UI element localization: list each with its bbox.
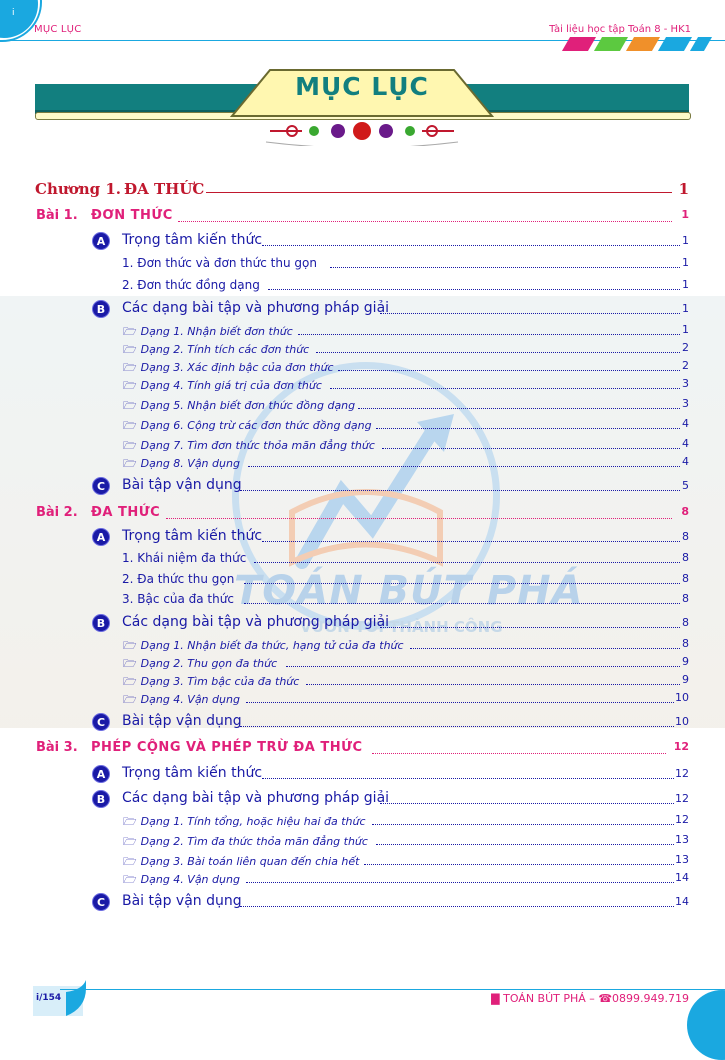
section-page: 1 — [682, 302, 689, 315]
footer-tab-curl — [62, 978, 92, 1018]
folder-icon: 🗁 — [123, 379, 137, 392]
leader-dots — [382, 448, 680, 449]
form-title: Dạng 3. Xác định bậc của đơn thức — [140, 361, 334, 374]
leader-dots — [240, 726, 674, 727]
leader-dots — [376, 428, 680, 429]
footer-brand — [491, 992, 689, 1005]
leader-dots — [246, 702, 674, 703]
toc-lesson-row[interactable] — [0, 505, 725, 525]
form-title: Dạng 1. Nhận biết đa thức, hạng tử của đa thức — [140, 639, 404, 652]
section-title: Các dạng bài tập và phương pháp giải — [122, 614, 390, 630]
leader-dots — [286, 666, 680, 667]
folder-icon: 🗁 — [123, 675, 137, 688]
leader-dots — [246, 882, 674, 883]
toc-form-row[interactable] — [0, 341, 725, 361]
toc-chapter-row[interactable] — [0, 180, 725, 200]
leader-dots — [376, 844, 674, 845]
toc-form-row[interactable] — [0, 871, 725, 891]
section-page: 8 — [682, 530, 689, 543]
leader-dots — [364, 864, 674, 865]
lesson-page: 1 — [681, 208, 689, 221]
form-title: Dạng 4. Vận dụng — [140, 693, 240, 706]
folder-icon: 🗁 — [123, 361, 137, 374]
section-badge: B — [92, 614, 110, 632]
form-title: Dạng 5. Nhận biết đơn thức đồng dạng — [140, 399, 356, 412]
toc-form-row[interactable] — [0, 813, 725, 833]
form-title: Dạng 3. Tìm bậc của đa thức — [140, 675, 300, 688]
lesson-number: Bài 3. — [36, 740, 78, 755]
section-page: 12 — [675, 767, 689, 780]
folder-icon: 🗁 — [123, 639, 137, 652]
toc-subsection-row[interactable] — [0, 278, 725, 298]
form-title: Dạng 1. Nhận biết đơn thức — [140, 325, 293, 338]
section-page: 14 — [675, 895, 689, 908]
leader-dots — [262, 778, 674, 779]
toc-section-row[interactable] — [0, 713, 725, 733]
lesson-page: 8 — [681, 505, 689, 518]
folder-icon: 🗁 — [123, 419, 137, 432]
form-page: 9 — [682, 655, 689, 668]
toc-section-row[interactable] — [0, 528, 725, 548]
toc-form-row[interactable] — [0, 323, 725, 343]
form-title: Dạng 1. Tính tổng, hoặc hiệu hai đa thức — [140, 815, 366, 828]
toc-form-row[interactable] — [0, 437, 725, 457]
chapter-label: Chương 1. — [35, 180, 122, 198]
document-icon: ▇ — [491, 992, 500, 1005]
section-title: Trọng tâm kiến thức — [122, 765, 263, 781]
toc-subsection-row[interactable] — [0, 592, 725, 612]
section-title: Trọng tâm kiến thức — [122, 528, 263, 544]
footer-rule — [60, 989, 725, 990]
title-ornament — [262, 118, 462, 146]
lesson-page: 12 — [673, 740, 689, 753]
section-page: 1 — [682, 234, 689, 247]
section-title: Bài tập vận dụng — [122, 893, 242, 909]
toc-form-row[interactable] — [0, 853, 725, 873]
leader-dots — [410, 648, 680, 649]
section-title: Bài tập vận dụng — [122, 477, 242, 493]
toc-section-row[interactable] — [0, 614, 725, 634]
form-page: 10 — [675, 691, 689, 704]
section-title: Các dạng bài tập và phương pháp giải — [122, 300, 390, 316]
page-roman-numeral: i — [12, 8, 15, 18]
toc-section-row[interactable] — [0, 765, 725, 785]
leader-dots — [262, 541, 680, 542]
form-title: Dạng 3. Bài toán liên quan đến chia hết — [140, 855, 360, 868]
watermark-brand-text: TOÁN BÚT PHÁ — [234, 568, 584, 614]
chapter-name: ĐA THỨC — [124, 180, 205, 198]
section-badge: A — [92, 232, 110, 250]
toc-section-row[interactable] — [0, 232, 725, 252]
phone-icon: ☎ — [598, 992, 613, 1005]
section-title: Các dạng bài tập và phương pháp giải — [122, 790, 390, 806]
toc-section-row[interactable] — [0, 790, 725, 810]
toc-form-row[interactable] — [0, 455, 725, 475]
form-page: 4 — [682, 417, 689, 430]
toc-form-row[interactable] — [0, 691, 725, 711]
leader-dots — [262, 245, 680, 246]
leader-dots — [254, 562, 680, 563]
form-page: 13 — [675, 833, 689, 846]
toc-form-row[interactable] — [0, 673, 725, 693]
toc-subsection-row[interactable] — [0, 572, 725, 592]
form-page: 3 — [682, 377, 689, 390]
leader-dots — [268, 289, 680, 290]
form-title: Dạng 4. Tính giá trị của đơn thức — [140, 379, 322, 392]
subsection-title: 1. Khái niệm đa thức — [122, 551, 247, 565]
folder-icon: 🗁 — [123, 399, 137, 412]
leader-dots — [306, 684, 680, 685]
subsection-page: 1 — [682, 278, 689, 291]
corner-decoration — [0, 0, 38, 38]
footer-phone: 0899.949.719 — [612, 992, 689, 1005]
folder-icon: 🗁 — [123, 855, 137, 868]
leader-dots — [166, 518, 672, 519]
leader-dots — [240, 490, 680, 491]
section-badge: A — [92, 765, 110, 783]
leader-dots — [298, 334, 680, 335]
form-title: Dạng 7. Tìm đơn thức thỏa mãn đẳng thức — [140, 439, 375, 452]
section-badge: C — [92, 477, 110, 495]
chapter-leader-line — [206, 192, 672, 193]
leader-dots — [240, 906, 674, 907]
toc-form-row[interactable] — [0, 397, 725, 417]
leader-dots — [248, 466, 680, 467]
toc-section-row[interactable] — [0, 477, 725, 497]
toc-section-row[interactable] — [0, 893, 725, 913]
toc-form-row[interactable] — [0, 655, 725, 675]
header-document-title: Tài liệu học tập Toán 8 - HK1 — [549, 24, 691, 35]
form-page: 13 — [675, 853, 689, 866]
form-page: 8 — [682, 637, 689, 650]
subsection-page: 1 — [682, 256, 689, 269]
chapter-page: 1 — [678, 180, 689, 198]
section-page: 10 — [675, 715, 689, 728]
section-badge: C — [92, 713, 110, 731]
form-page: 1 — [682, 323, 689, 336]
toc-section-row[interactable] — [0, 300, 725, 320]
folder-icon: 🗁 — [123, 693, 137, 706]
form-page: 12 — [675, 813, 689, 826]
folder-icon: 🗁 — [123, 873, 137, 886]
toc-form-row[interactable] — [0, 417, 725, 437]
form-title: Dạng 2. Thu gọn đa thức — [140, 657, 278, 670]
folder-icon: 🗁 — [123, 835, 137, 848]
toc-form-row[interactable] — [0, 637, 725, 657]
leader-dots — [330, 267, 680, 268]
toc-lesson-row[interactable] — [0, 208, 725, 228]
form-page: 9 — [682, 673, 689, 686]
toc-form-row[interactable] — [0, 359, 725, 379]
section-badge: B — [92, 790, 110, 808]
folder-icon: 🗁 — [123, 457, 137, 470]
leader-dots — [330, 388, 680, 389]
section-page: 8 — [682, 616, 689, 629]
form-title: Dạng 6. Cộng trừ các đơn thức đồng dạng — [140, 419, 372, 432]
lesson-number: Bài 2. — [36, 505, 78, 520]
leader-dots — [244, 603, 680, 604]
form-page: 4 — [682, 455, 689, 468]
leader-dots — [380, 627, 680, 628]
leader-dots — [372, 824, 674, 825]
subsection-title: 3. Bậc của đa thức — [122, 592, 234, 606]
subsection-page: 8 — [682, 551, 689, 564]
header-section-title: MỤC LỤC — [34, 24, 82, 35]
leader-dots — [358, 408, 680, 409]
footer-page-number: i/154 — [36, 993, 62, 1003]
form-title: Dạng 2. Tính tích các đơn thức — [140, 343, 310, 356]
folder-icon: 🗁 — [123, 325, 137, 338]
leader-dots — [338, 370, 680, 371]
section-title: Bài tập vận dụng — [122, 713, 242, 729]
form-page: 2 — [682, 341, 689, 354]
form-title: Dạng 2. Tìm đa thức thỏa mãn đẳng thức — [140, 835, 368, 848]
subsection-title: 2. Đơn thức đồng dạng — [122, 278, 260, 292]
lesson-title: ĐƠN THỨC — [91, 208, 173, 223]
section-title: Trọng tâm kiến thức — [122, 232, 263, 248]
leader-dots — [380, 313, 680, 314]
subsection-title: 2. Đa thức thu gọn — [122, 572, 235, 586]
toc-subsection-row[interactable] — [0, 551, 725, 571]
corner-decoration-bottom — [687, 990, 725, 1060]
toc-lesson-row[interactable] — [0, 740, 725, 760]
leader-dots — [244, 583, 680, 584]
folder-icon: 🗁 — [123, 439, 137, 452]
watermark-slogan: VƯƠN TỚI THÀNH CÔNG — [300, 618, 503, 636]
leader-dots — [380, 803, 674, 804]
subsection-title: 1. Đơn thức và đơn thức thu gọn — [122, 256, 317, 270]
section-badge: C — [92, 893, 110, 911]
section-page: 5 — [682, 479, 689, 492]
leader-dots — [372, 753, 666, 754]
folder-icon: 🗁 — [123, 657, 137, 670]
subsection-page: 8 — [682, 572, 689, 585]
form-page: 14 — [675, 871, 689, 884]
lesson-title: PHÉP CỘNG VÀ PHÉP TRỪ ĐA THỨC — [91, 740, 363, 755]
lesson-title: ĐA THỨC — [91, 505, 161, 520]
toc-subsection-row[interactable] — [0, 256, 725, 276]
form-title: Dạng 8. Vận dụng — [140, 457, 240, 470]
form-page: 3 — [682, 397, 689, 410]
footer-brand-name: TOÁN BÚT PHÁ – — [503, 992, 595, 1005]
folder-icon: 🗁 — [123, 343, 137, 356]
section-badge: A — [92, 528, 110, 546]
toc-form-row[interactable] — [0, 377, 725, 397]
section-page: 12 — [675, 792, 689, 805]
leader-dots — [178, 221, 672, 222]
page-title: MỤC LỤC — [295, 72, 429, 101]
subsection-page: 8 — [682, 592, 689, 605]
form-page: 4 — [682, 437, 689, 450]
toc-form-row[interactable] — [0, 833, 725, 853]
form-page: 2 — [682, 359, 689, 372]
leader-dots — [316, 352, 680, 353]
folder-icon: 🗁 — [123, 815, 137, 828]
lesson-number: Bài 1. — [36, 208, 78, 223]
form-title: Dạng 4. Vận dụng — [140, 873, 240, 886]
section-badge: B — [92, 300, 110, 318]
